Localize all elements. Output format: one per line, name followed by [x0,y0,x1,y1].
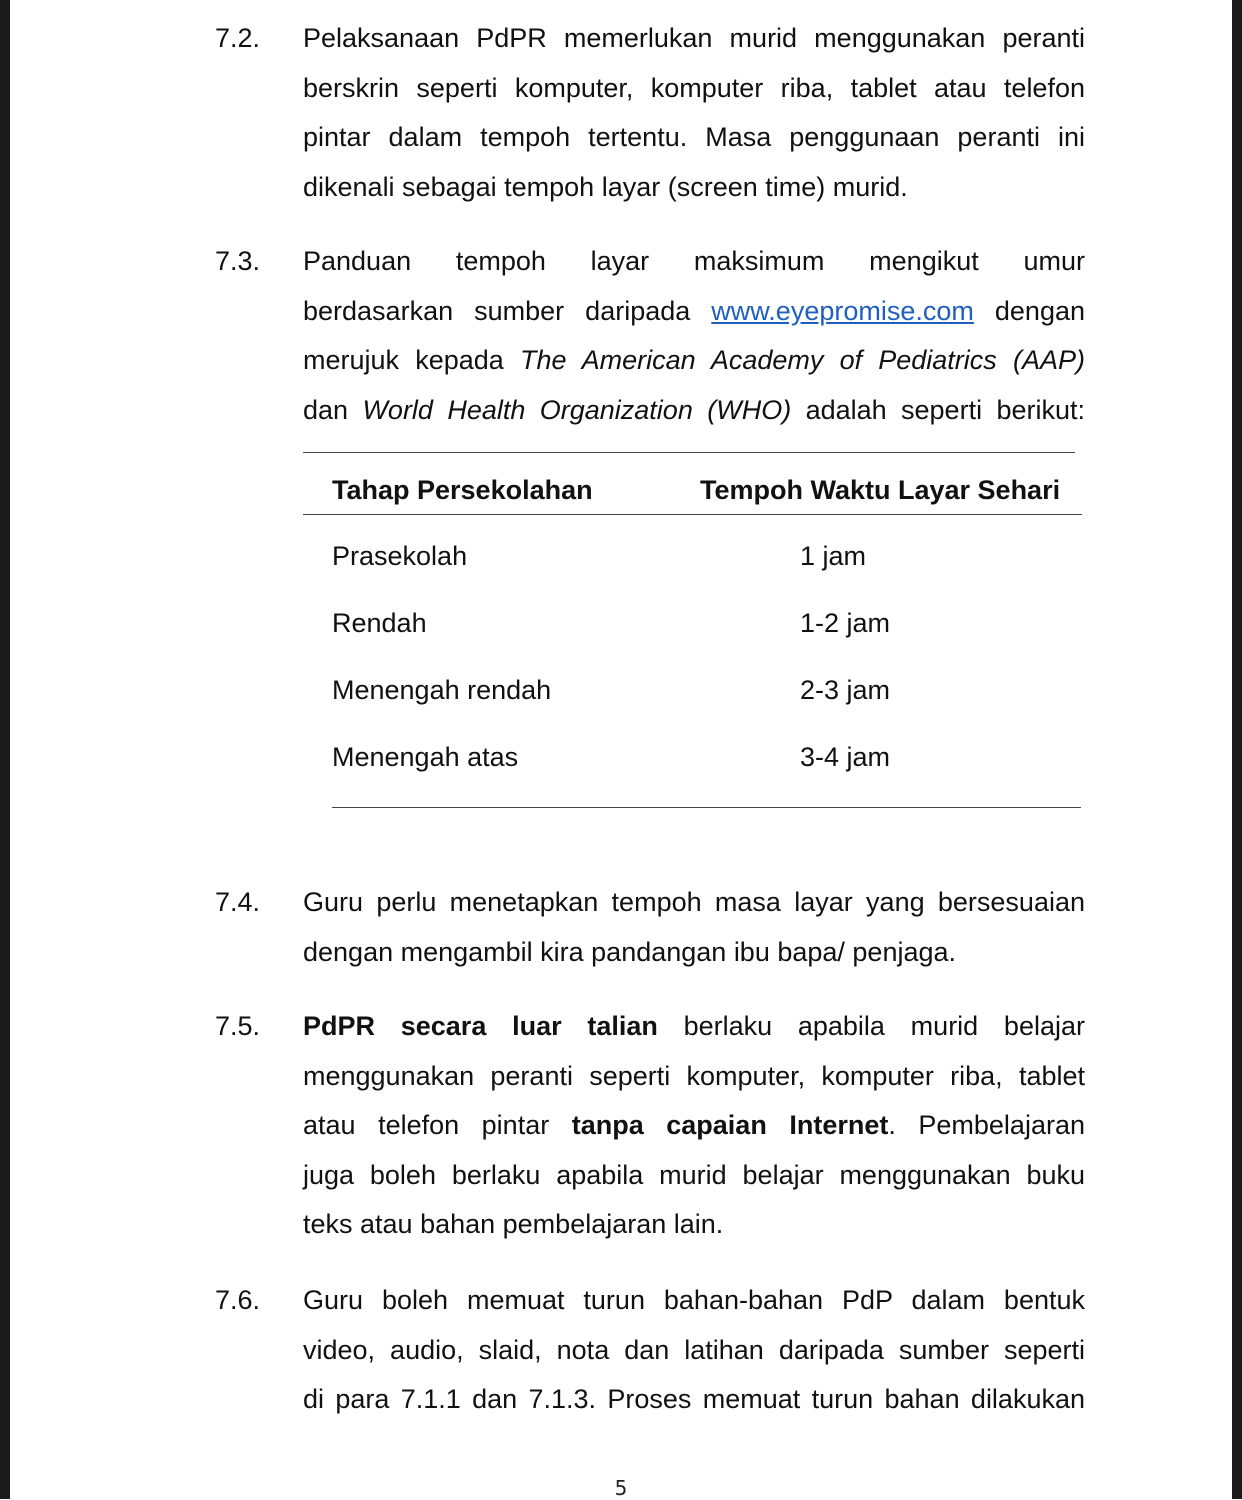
text-span: atau telefon pintar [303,1110,572,1140]
text-line [303,1101,1085,1151]
section-number: 7.2. [215,23,261,53]
text-line: juga boleh berlaku apabila murid belajar menggunakan buku [303,1159,1085,1190]
text-line [303,1002,1085,1052]
text-line: Guru perlu menetapkan tempoh masa layar yang bersesuaian [303,887,1085,917]
table-bottom-rule [332,807,1081,808]
page-edge-left [0,0,10,1499]
page-edge-right [1232,0,1242,1499]
section-number: 7.6. [215,1285,261,1315]
text-line: di para 7.1.1 dan 7.1.3. Proses memuat turun bahan dilakukan [303,1384,1085,1414]
table-cell-level: Rendah [332,608,427,638]
text-span: berdasarkan sumber daripada [303,295,712,326]
text-span: merujuk kepada [303,345,520,375]
text-line: Pelaksanaan PdPR memerlukan murid menggunakan peranti [303,23,1085,53]
table-cell-time: 2-3 jam [800,675,891,705]
text-line [303,386,1085,436]
table-top-rule [303,452,1075,453]
table-header-time: Tempoh Waktu Layar Sehari [700,475,1061,505]
text-span: dengan [973,295,1085,326]
table-cell-level: Menengah atas [332,742,519,772]
bold-span: tanpa capaian Internet [571,1110,889,1140]
italic-span: The American Academy of Pediatrics (AAP) [519,345,1085,375]
text-line: teks atau bahan pembelajaran lain. [303,1209,724,1239]
italic-span: World Health Organization (WHO) [362,394,792,425]
section-number: 7.5. [215,1011,261,1041]
text-line [303,287,1085,337]
text-line: menggunakan peranti seperti komputer, komputer riba, tablet [303,1060,1085,1091]
text-span: . Pembelajaran [888,1110,1085,1140]
table-header-rule [303,514,1082,515]
text-line: Panduan tempoh layar maksimum mengikut umur [303,246,1085,276]
text-line [303,336,1085,386]
table-cell-level: Prasekolah [332,541,468,571]
text-span: dan [303,394,363,425]
table-header-level: Tahap Persekolahan [332,475,593,505]
text-line: dikenali sebagai tempoh layar (screen time) murid. [303,171,908,202]
section-number: 7.4. [215,887,261,917]
table-cell-time: 1 jam [800,541,867,571]
table-cell-time: 1-2 jam [800,608,891,638]
text-line: pintar dalam tempoh tertentu. Masa penggunaan peranti ini [303,122,1085,152]
eyepromise-link[interactable]: www.eyepromise.com [711,295,974,326]
text-span: adalah seperti berikut: [791,394,1085,425]
text-line: video, audio, slaid, nota dan latihan daripada sumber seperti [303,1334,1085,1365]
table-cell-time: 3-4 jam [800,742,891,772]
bold-span: PdPR secara luar talian [303,1011,658,1041]
table-cell-level: Menengah rendah [332,675,552,705]
page-number: 5 [614,1476,628,1500]
text-line: Guru boleh memuat turun bahan-bahan PdP dalam bentuk [303,1285,1085,1315]
section-number: 7.3. [215,246,261,276]
text-line: dengan mengambil kira pandangan ibu bapa/ penjaga. [303,936,957,967]
text-span: berlaku apabila murid belajar [657,1011,1085,1041]
text-line: berskrin seperti komputer, komputer riba, tablet atau telefon [303,72,1085,103]
